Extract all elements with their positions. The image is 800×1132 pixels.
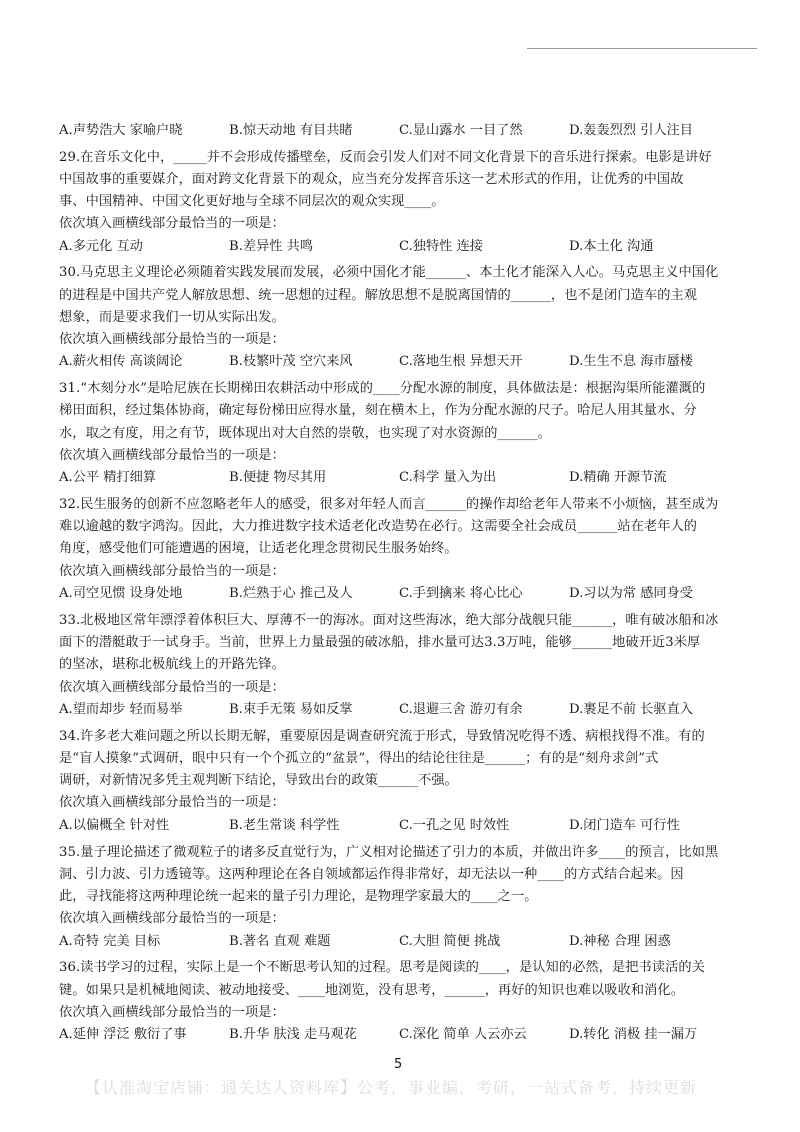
question-text-line: 此，寻找能将这两种理论统一起来的量子引力理论，是物理学家最大的____之一。 (59, 889, 538, 904)
option-a: A.奇特 完美 目标 (59, 934, 161, 949)
option-c: C.深化 简单 人云亦云 (399, 1027, 527, 1042)
question-text-line: 32.民生服务的创新不应忽略老年人的感受，很多对年轻人而言______的操作却给老年人带来不小烦恼，甚至成为 (59, 497, 719, 512)
option-b: B.差异性 共鸣 (229, 239, 314, 254)
question-text-line: 键。如果只是机械地阅读、被动地接受、____地浏览，没有思考，______，再好的知识也难以吸收和消化。 (59, 983, 685, 998)
option-a: A.望而却步 轻而易举 (59, 702, 183, 717)
page-number: 5 (394, 1057, 403, 1072)
option-c: C.独特性 连接 (399, 239, 483, 254)
option-b: B.束手无策 易如反掌 (229, 702, 353, 717)
option-a: A.声势浩大 家喻户晓 (59, 123, 183, 138)
option-c: C.退避三舍 游刃有余 (399, 702, 523, 717)
option-d: D.习以为常 感同身受 (569, 586, 693, 601)
question-text-line: 29.在音乐文化中，_____并不会形成传播壁垒，反而会引发人们对不同文化背景下的音乐进行探索。电影是讲好 (59, 150, 712, 165)
question-text-line: 洞、引力波、引力透镜等。这两种理论在各自领域都运作得非常好，却无法以一种____的方式结合起来。因 (59, 867, 684, 882)
option-d: D.生生不息 海市蜃楼 (569, 354, 693, 369)
question-text-line: 梯田面积，经过集体协商，确定每份梯田应得水量，刻在横木上，作为分配水源的尺子。哈尼人用其量水、分 (59, 403, 697, 418)
question-text-line: 中国故事的重要媒介，面对跨文化背景下的观众，应当充分发挥音乐这一艺术形式的作用，让优秀的中国故 (59, 172, 684, 187)
question-prompt: 依次填入画横线部分最恰当的一项是： (59, 564, 285, 579)
question-text-line: 事、中国精神、中国文化更好地与全球不同层次的观众实现____。 (59, 194, 445, 209)
option-b: B.著名 直观 难题 (229, 934, 331, 949)
option-b: B.老生常谈 科学性 (229, 818, 340, 833)
question-text-line: 是“盲人摸象”式调研，眼中只有一个个孤立的“盆景”，得出的结论往往是______；有的是“刻舟求剑”式 (59, 751, 659, 766)
question-text-line: 36.读书学习的过程，实际上是一个不断思考认知的过程。思考是阅读的____，是认知的必然，是把书读活的关 (59, 960, 705, 975)
question-prompt: 依次填入画横线部分最恰当的一项是： (59, 332, 285, 347)
header-rule (527, 48, 757, 49)
question-text-line: 30.马克思主义理论必须随着实践发展而发展，必须中国化才能______、本土化才能深入人心。马克思主义中国化 (59, 265, 719, 280)
option-b: B.枝繁叶茂 空穴来风 (229, 354, 353, 369)
question-text-line: 33.北极地区常年漂浮着体积巨大、厚薄不一的海冰。面对这些海冰，绝大部分战舰只能______，唯有破冰船和冰 (59, 613, 719, 628)
option-c: C.大胆 简便 挑战 (399, 934, 501, 949)
option-a: A.延伸 浮泛 敷衍了事 (59, 1027, 187, 1042)
option-c: C.一孔之见 时效性 (399, 818, 510, 833)
question-prompt: 依次填入画横线部分最恰当的一项是： (59, 216, 285, 231)
question-text-line: 31.“木刻分水”是哈尼族在长期梯田农耕活动中形成的____分配水源的制度，具体做法是：根据沟渠所能灌溉的 (59, 381, 706, 396)
question-text-line: 的进程是中国共产党人解放思想、统一思想的过程。解放思想不是脱离国情的______，也不是闭门造车的主观 (59, 288, 698, 303)
option-d: D.精确 开源节流 (569, 470, 667, 485)
question-text-line: 调研，对新情况多凭主观判断下结论，导致出台的政策______不强。 (59, 773, 458, 788)
option-d: D.神秘 合理 困惑 (569, 934, 671, 949)
option-d: D.裹足不前 长驱直入 (569, 702, 693, 717)
option-b: B.烂熟于心 推己及人 (229, 586, 353, 601)
option-c: C.手到擒来 将心比心 (399, 586, 523, 601)
option-b: B.便捷 物尽其用 (229, 470, 327, 485)
watermark-text: 【认准淘宝店铺：通关达人资料库】公考，事业编，考研，一站式备考，持续更新 (85, 1078, 698, 1097)
option-d: D.转化 消极 挂一漏万 (569, 1027, 698, 1042)
question-prompt: 依次填入画横线部分最恰当的一项是： (59, 911, 285, 926)
question-prompt: 依次填入画横线部分最恰当的一项是： (59, 795, 285, 810)
option-a: A.司空见惯 设身处地 (59, 586, 183, 601)
question-text-line: 角度，感受他们可能遭遇的困境，让适老化理念贯彻民生服务始终。 (59, 541, 458, 556)
option-d: D.闭门造车 可行性 (569, 818, 680, 833)
option-d: D.轰轰烈烈 引人注目 (569, 123, 693, 138)
question-text-line: 想象，而是要求我们一切从实际出发。 (59, 310, 285, 325)
option-c: C.显山露水 一目了然 (399, 123, 523, 138)
question-prompt: 依次填入画横线部分最恰当的一项是： (59, 448, 285, 463)
question-text-line: 水，取之有度，用之有节，既体现出对大自然的崇敬，也实现了对水资源的______。 (59, 426, 551, 441)
question-text-line: 35.量子理论描述了微观粒子的诸多反直觉行为，广义相对论描述了引力的本质，并做出许多____的预言，比如黑 (59, 845, 719, 860)
option-d: D.本土化 沟通 (569, 239, 654, 254)
question-text-line: 难以逾越的数字鸿沟。因此，大力推进数字技术适老化改造势在必行。这需要全社会成员______站在老年人的 (59, 519, 698, 534)
option-a: A.以偏概全 针对性 (59, 818, 170, 833)
option-a: A.公平 精打细算 (59, 470, 157, 485)
option-b: B.惊天动地 有目共睹 (229, 123, 353, 138)
question-text-line: 的坚冰，堪称北极航线上的开路先锋。 (59, 657, 285, 672)
option-a: A.多元化 互动 (59, 239, 143, 254)
option-b: B.升华 肤浅 走马观花 (229, 1027, 357, 1042)
question-prompt: 依次填入画横线部分最恰当的一项是： (59, 1005, 285, 1020)
question-text-line: 34.许多老大难问题之所以长期无解，重要原因是调查研究流于形式，导致情况吃得不透、病根找得不准。有的 (59, 729, 705, 744)
option-a: A.薪火相传 高谈阔论 (59, 354, 183, 369)
question-prompt: 依次填入画横线部分最恰当的一项是： (59, 680, 285, 695)
option-c: C.落地生根 异想天开 (399, 354, 523, 369)
option-c: C.科学 量入为出 (399, 470, 497, 485)
question-text-line: 面下的潜艇敢于一试身手。当前，世界上力量最强的破冰船，排水量可达3.3万吨，能够______地破开近3米厚 (59, 635, 701, 650)
